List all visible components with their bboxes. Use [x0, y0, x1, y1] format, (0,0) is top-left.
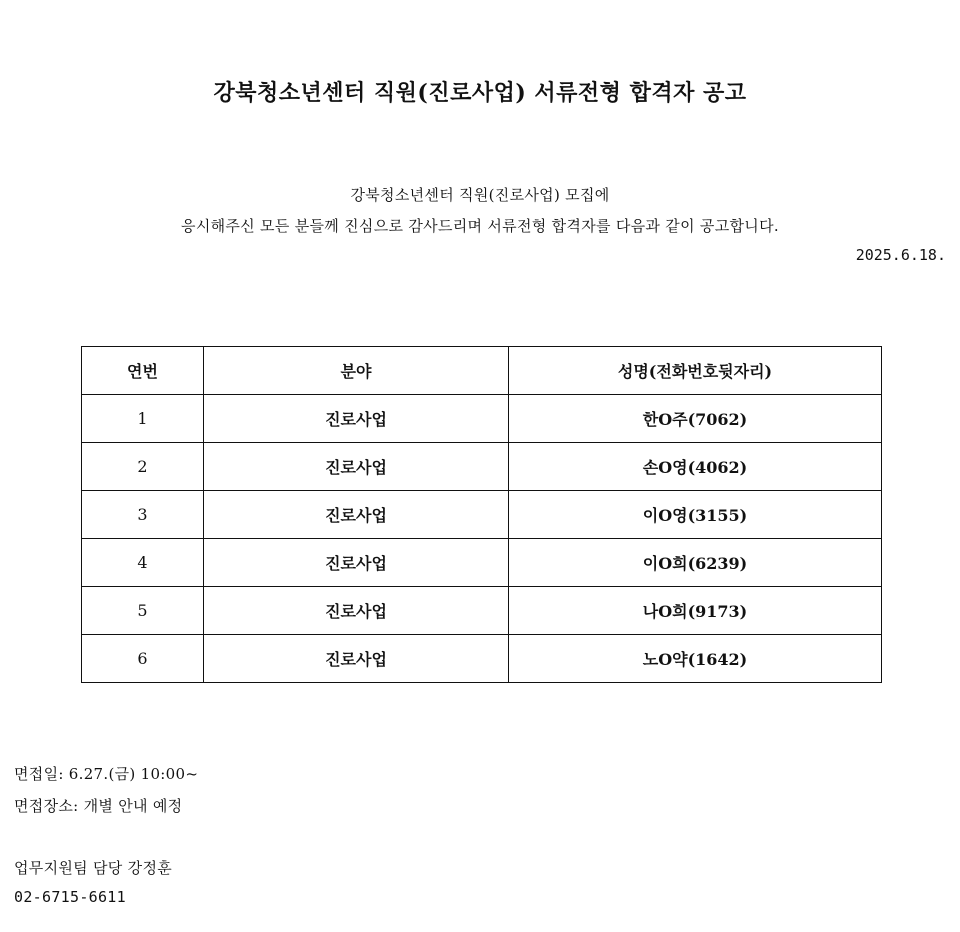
table-row [82, 587, 882, 635]
contact-phone: 02-6715-6611 [14, 888, 126, 906]
row-field: 진로사업 [204, 443, 509, 491]
row-name: 나O희(9173) [509, 587, 882, 635]
row-field: 진로사업 [204, 587, 509, 635]
table-row [82, 443, 882, 491]
row-field: 진로사업 [204, 491, 509, 539]
contact-person: 업무지원팀 담당 강정훈 [14, 859, 173, 877]
row-number: 1 [82, 395, 204, 443]
result-table [81, 346, 882, 683]
row-number: 6 [82, 635, 204, 683]
document-title: 강북청소년센터 직원(진로사업) 서류전형 합격자 공고 [213, 80, 747, 106]
intro-line-2: 응시해주신 모든 분들께 진심으로 감사드리며 서류전형 합격자를 다음과 같이 공고합니다. [181, 217, 779, 235]
row-field: 진로사업 [204, 395, 509, 443]
row-number: 5 [82, 587, 204, 635]
row-name: 한O주(7062) [509, 395, 882, 443]
row-name: 이O희(6239) [509, 539, 882, 587]
row-number: 2 [82, 443, 204, 491]
header-field: 분야 [204, 347, 509, 395]
row-name: 손O영(4062) [509, 443, 882, 491]
interview-date: 면접일: 6.27.(금) 10:00~ [14, 765, 199, 783]
table-row [82, 395, 882, 443]
header-number: 연번 [82, 347, 204, 395]
row-name: 노O약(1642) [509, 635, 882, 683]
table-row [82, 635, 882, 683]
row-field: 진로사업 [204, 635, 509, 683]
interview-place: 면접장소: 개별 안내 예정 [14, 797, 183, 815]
table-row [82, 539, 882, 587]
table-row [82, 491, 882, 539]
row-number: 3 [82, 491, 204, 539]
header-name: 성명(전화번호뒷자리) [509, 347, 882, 395]
announcement-date: 2025.6.18. [855, 246, 946, 264]
row-number: 4 [82, 539, 204, 587]
intro-line-1: 강북청소년센터 직원(진로사업) 모집에 [350, 186, 610, 204]
row-field: 진로사업 [204, 539, 509, 587]
row-name: 이O영(3155) [509, 491, 882, 539]
table-header-row [82, 347, 882, 395]
